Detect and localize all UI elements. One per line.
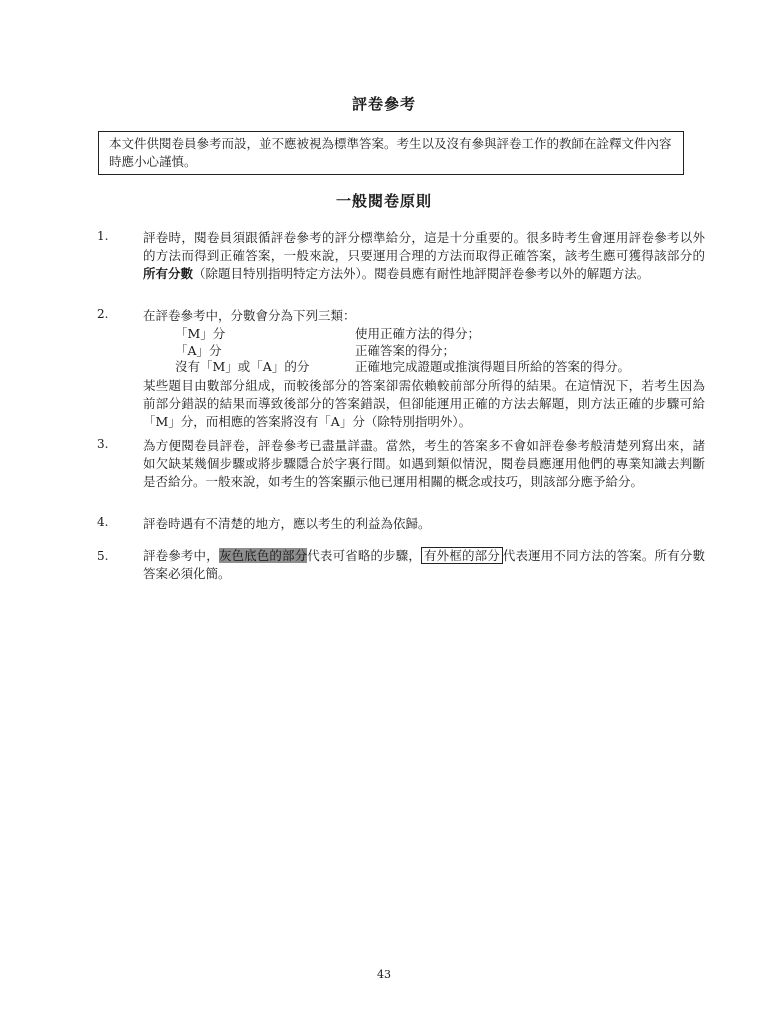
item-3-text: 為方便閱卷員評卷，評卷參考已盡量詳盡。當然，考生的答案多不會如評卷參考般清楚列寫出來，諸如欠缺某幾個步驟或將步驟隱合於字裏行間。如遇到類似情況，閱卷員應運用他們的專業知識去判斷是否給分。一般來說，如考生的答案顯示他已運用相關的概念或技巧，則該部分應予給分。 [143, 438, 705, 489]
category-label-m: 「M」分 [175, 326, 226, 341]
item-3-number: 3. [97, 437, 109, 451]
shaded-sample: 灰色底色的部分 [218, 548, 308, 563]
page-number: 43 [377, 968, 391, 981]
item-5-text [143, 547, 705, 583]
item-1-text-a: 評卷時，閱卷員須跟循評卷參考的評分標準給分，這是十分重要的。很多時考生會運用評卷參考以外的方法而得到正確答案，一般來說，只要運用合理的方法而取得正確答案，該考生應可獲得該部分的 [143, 230, 705, 263]
item-4-number: 4. [97, 515, 109, 529]
item-2-number: 2. [97, 307, 109, 321]
category-desc-other: 正確地完成證題或推演得題目所給的答案的得分。 [355, 359, 631, 374]
item-1-number: 1. [97, 229, 109, 243]
section-title: 一般閱卷原則 [335, 192, 432, 210]
page-title: 評卷參考 [351, 95, 416, 113]
category-desc-a: 正確答案的得分； [355, 343, 456, 358]
item-5-text-a: 評卷參考中， [143, 548, 219, 563]
item-1-text-bold: 所有分數 [143, 266, 194, 281]
item-2-text: 某些題目由數部分組成，而較後部分的答案卻需依賴較前部分所得的結果。在這情況下，若考生因為前部分錯誤的結果而導致後部分的答案錯誤，但卻能運用正確的方法去解題，則方法正確的步驟可給「M」分，而相應的答案將沒有「A」分（除特別指明外）。 [143, 378, 705, 429]
framed-sample: 有外框的部分 [421, 547, 503, 564]
item-5-text-b: 代表可省略的步驟， [307, 548, 422, 563]
item-2-intro: 在評卷參考中，分數會分為下列三類： [143, 308, 356, 323]
item-4-text: 評卷時遇有不清楚的地方，應以考生的利益為依歸。 [143, 516, 431, 531]
category-desc-m: 使用正確方法的得分； [355, 326, 481, 341]
category-label-other: 沒有「M」或「A」的分 [175, 359, 310, 374]
item-5-number: 5. [97, 549, 109, 563]
item-5-text-c: 代表運用不同方法的答案。所有分數答案必須化簡。 [143, 548, 705, 581]
item-1-text [143, 229, 705, 283]
category-label-a: 「A」分 [175, 343, 222, 358]
item-1-text-b: （除題目特別指明特定方法外）。閱卷員應有耐性地評閱評卷參考以外的解題方法。 [193, 266, 650, 281]
notice-box: 本文件供閱卷員參考而設，並不應被視為標準答案。考生以及沒有參與評卷工作的教師在詮釋文件內容時應小心謹慎。 [98, 131, 684, 175]
